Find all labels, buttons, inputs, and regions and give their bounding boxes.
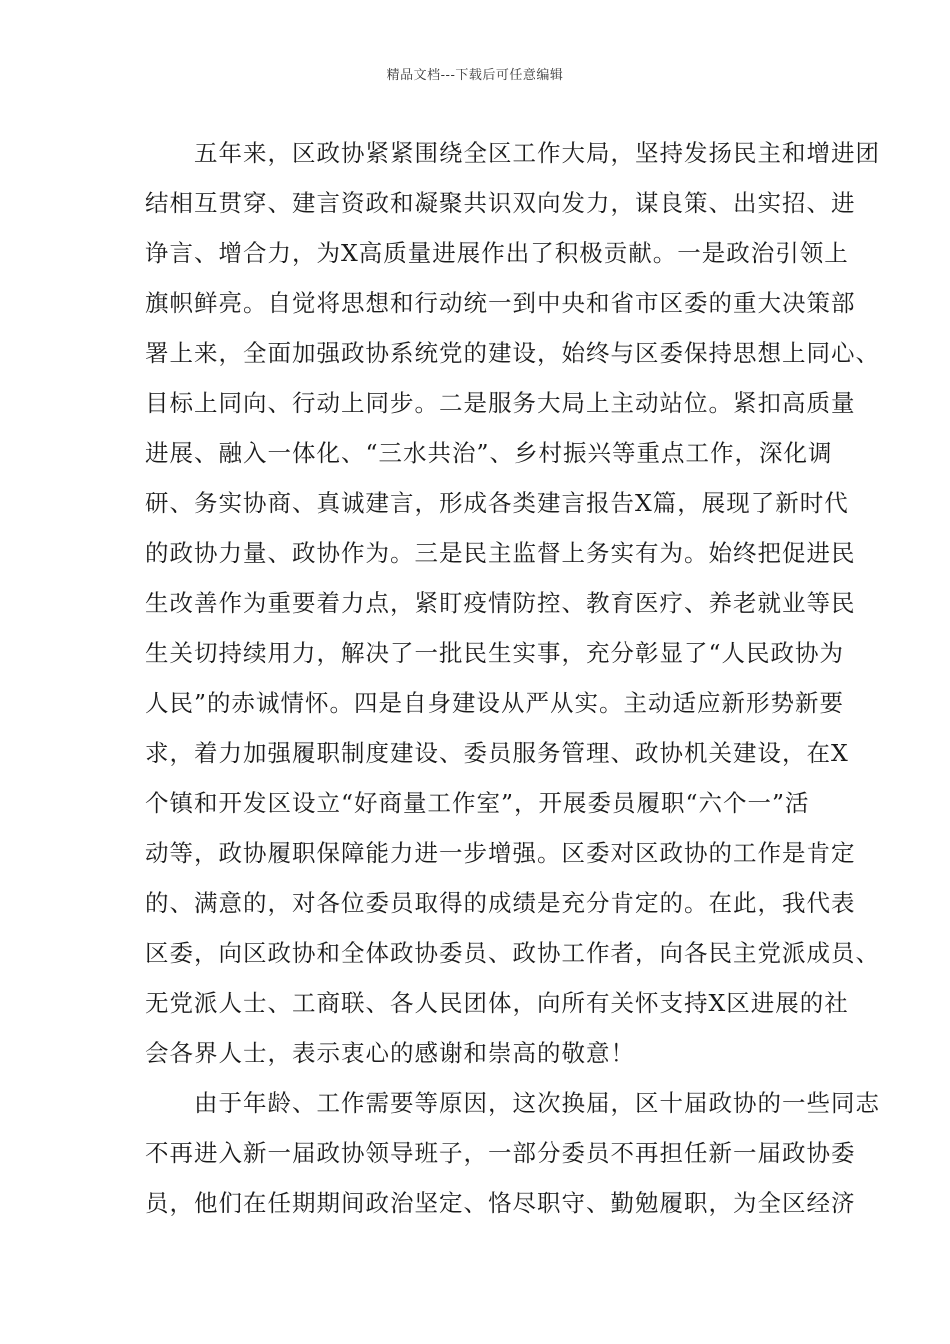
page-header: 精品文档---下载后可任意编辑 (386, 68, 564, 83)
paragraph-1 (145, 128, 880, 1078)
paragraph-line: 动等，政协履职保障能力进一步增强。区委对区政协的工作是肯定 (145, 839, 856, 867)
paragraph-line: 求，着力加强履职制度建设、委员服务管理、政协机关建设，在X (145, 739, 849, 767)
paragraph-line: 五年来，区政协紧紧围绕全区工作大局，坚持发扬民主和增进团 (145, 139, 880, 167)
paragraph-line: 诤言、增合力，为X高质量进展作出了积极贡献。一是政治引领上 (145, 239, 849, 267)
paragraph-line: 个镇和开发区设立“好商量工作室”，开展委员履职“六个一”活 (145, 789, 810, 817)
paragraph-line: 员，他们在任期期间政治坚定、恪尽职守、勤勉履职，为全区经济 (145, 1189, 856, 1217)
paragraph-line: 人民”的赤诚情怀。四是自身建设从严从实。主动适应新形势新要 (145, 689, 845, 717)
paragraph-line: 由于年龄、工作需要等原因，这次换届，区十届政协的一些同志 (145, 1089, 880, 1117)
paragraph-line: 的政协力量、政协作为。三是民主监督上务实有为。始终把促进民 (145, 539, 856, 567)
paragraph-line: 目标上同向、行动上同步。二是服务大局上主动站位。紧扣高质量 (145, 389, 856, 417)
paragraph-line: 署上来，全面加强政协系统党的建设，始终与区委保持思想上同心、 (145, 339, 880, 367)
paragraph-line: 区委，向区政协和全体政协委员、政协工作者，向各民主党派成员、 (145, 939, 880, 967)
paragraph-line: 旗帜鲜亮。自觉将思想和行动统一到中央和省市区委的重大决策部 (145, 289, 856, 317)
paragraph-line: 无党派人士、工商联、各人民团体，向所有关怀支持X区进展的社 (145, 989, 849, 1017)
paragraph-line: 研、务实协商、真诚建言，形成各类建言报告X篇，展现了新时代 (145, 489, 849, 517)
paragraph-line: 结相互贯穿、建言资政和凝聚共识双向发力，谋良策、出实招、进 (145, 189, 856, 217)
paragraph-line: 进展、融入一体化、“三水共治”、乡村振兴等重点工作，深化调 (145, 439, 833, 467)
paragraph-2 (145, 1078, 880, 1228)
document-body (145, 128, 880, 1228)
paragraph-line: 会各界人士，表示衷心的感谢和崇高的敬意！ (145, 1039, 635, 1067)
paragraph-line: 的、满意的，对各位委员取得的成绩是充分肯定的。在此，我代表 (145, 889, 856, 917)
paragraph-line: 不再进入新一届政协领导班子，一部分委员不再担任新一届政协委 (145, 1139, 856, 1167)
paragraph-line: 生改善作为重要着力点，紧盯疫情防控、教育医疗、养老就业等民 (145, 589, 856, 617)
paragraph-line: 生关切持续用力，解决了一批民生实事，充分彰显了“人民政协为 (145, 639, 845, 667)
